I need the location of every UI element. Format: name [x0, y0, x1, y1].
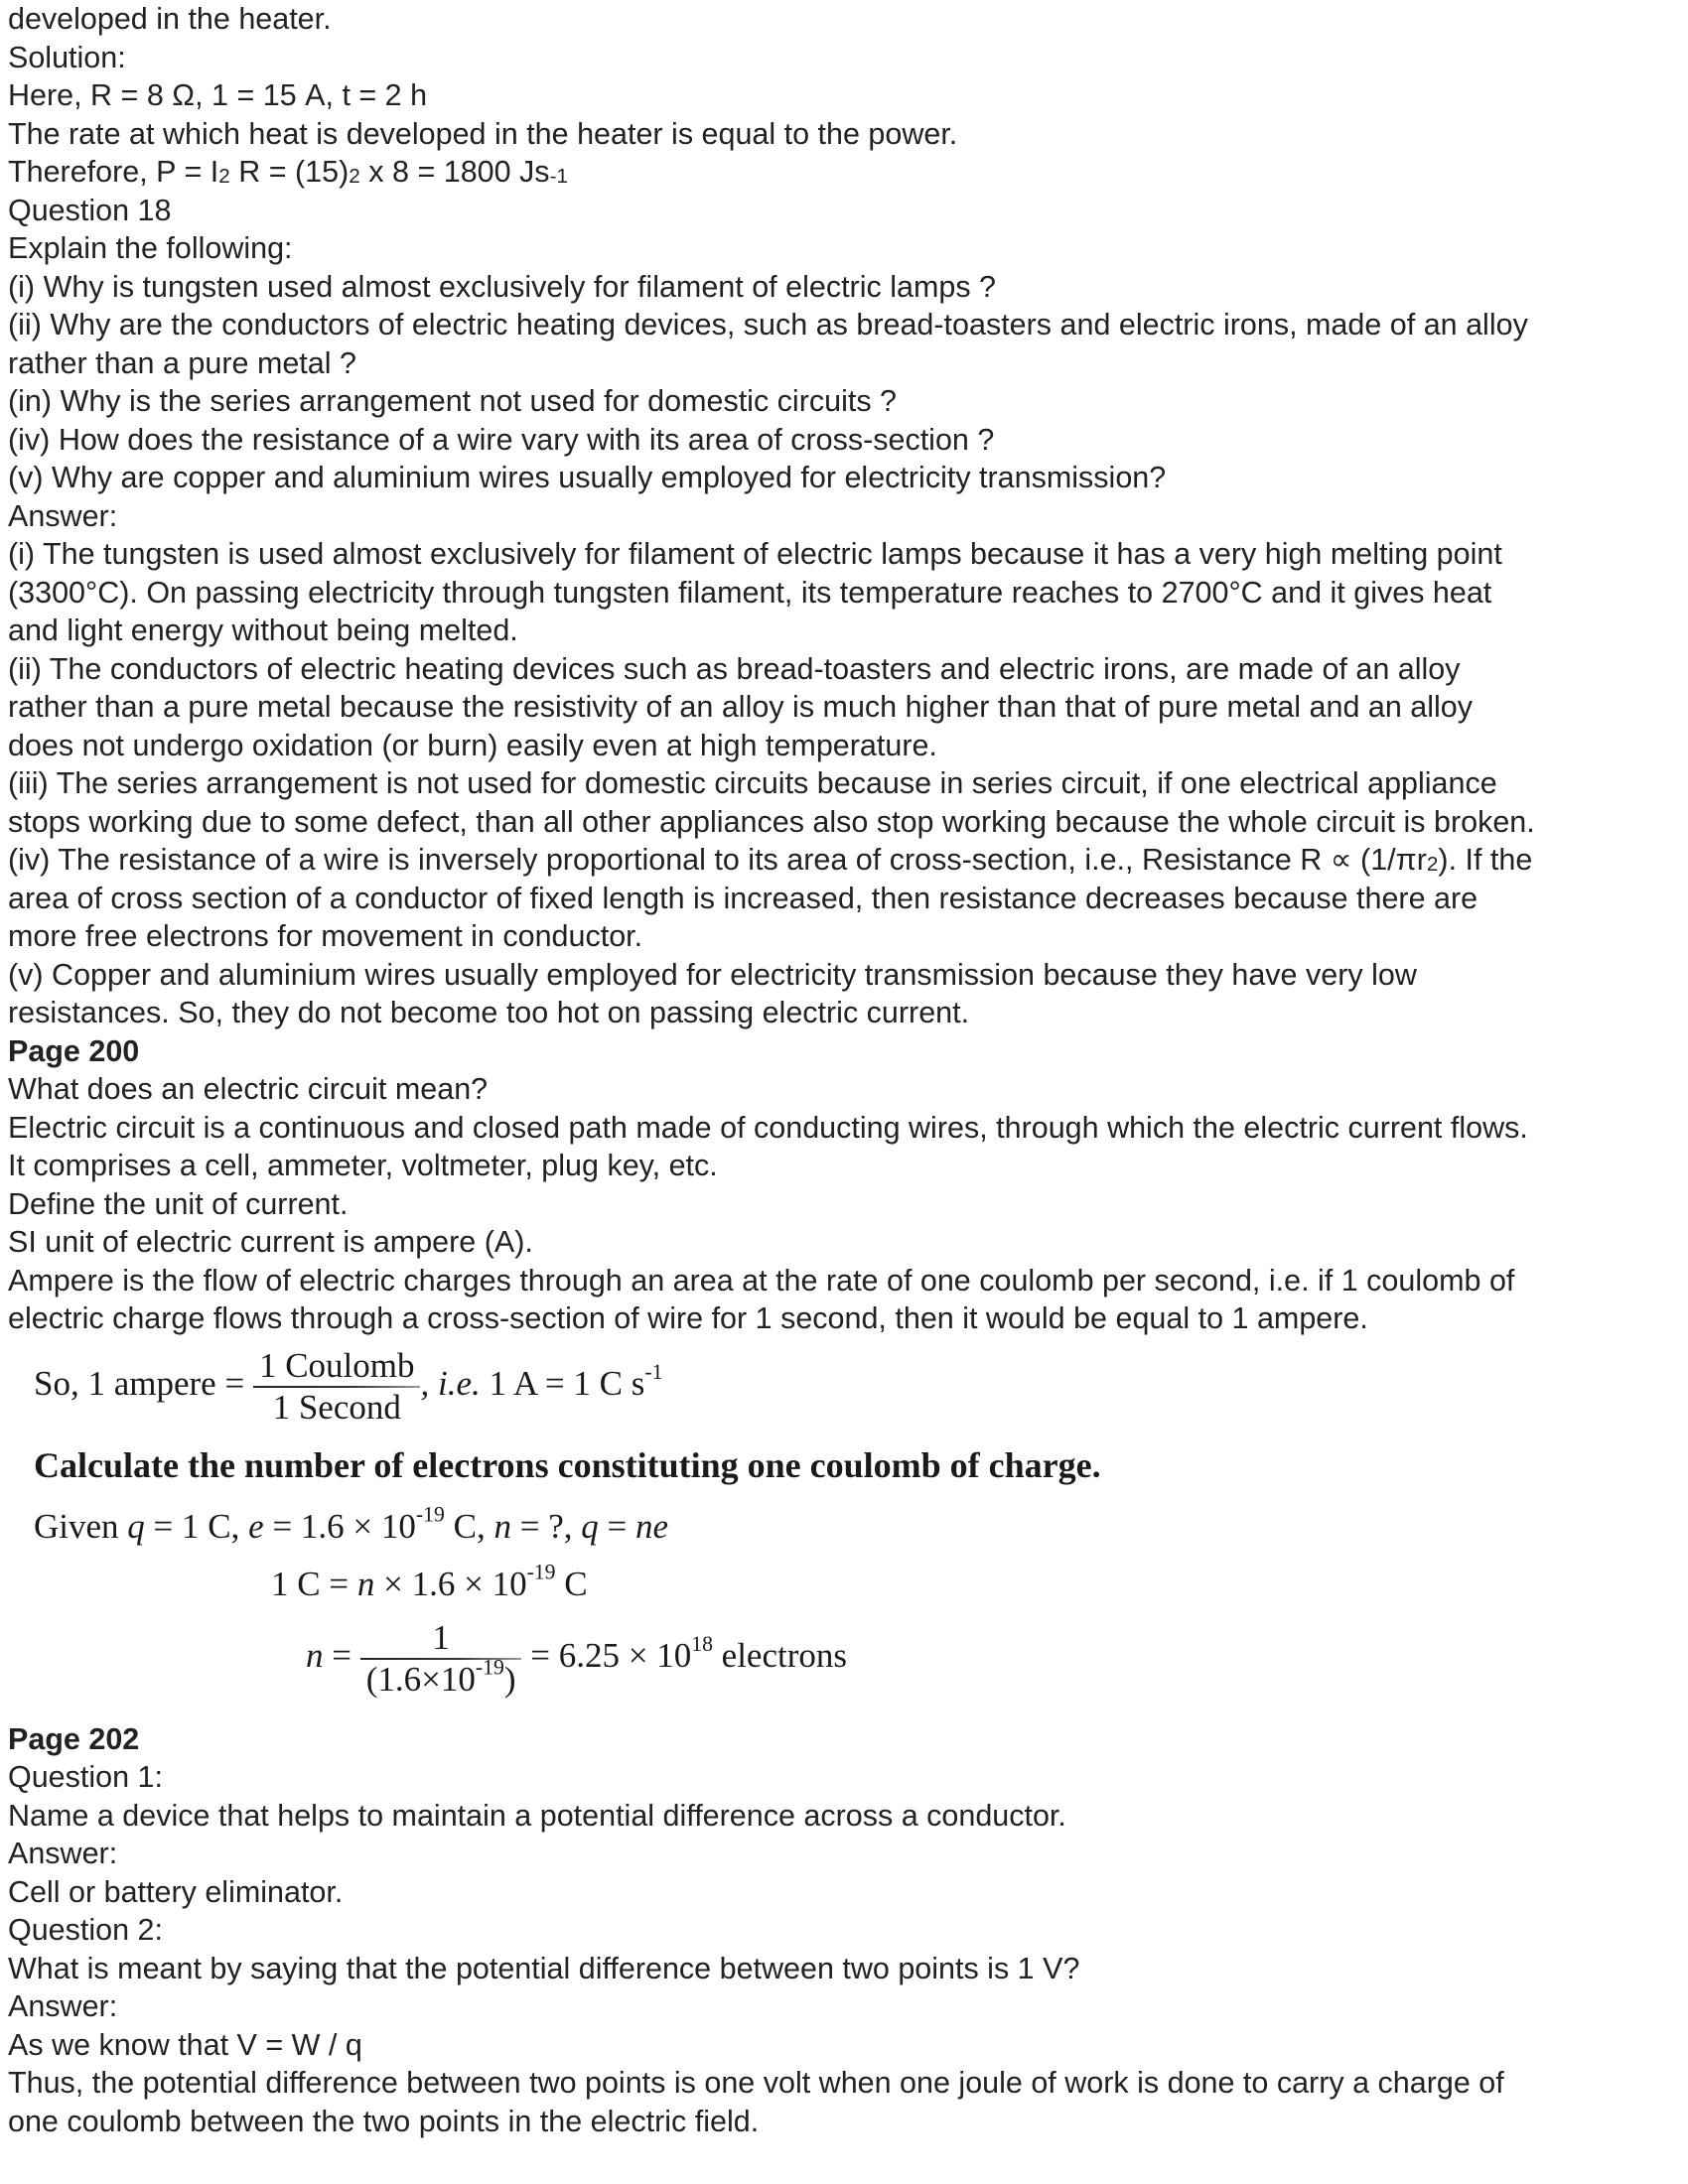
- formula-text: x 8 = 1800 Js: [359, 155, 550, 189]
- superscript: 18: [691, 1631, 713, 1656]
- power-formula: [8, 153, 1686, 192]
- formula-text: R = (15): [229, 155, 350, 189]
- page-heading: Page 202: [8, 1721, 140, 1756]
- answer-text: SI unit of electric current is ampere (A).: [8, 1225, 533, 1259]
- answer-text: rather than a pure metal because the resistivity of an alloy is much higher than that of pure metal and an alloy: [8, 690, 1474, 724]
- variable: q: [127, 1506, 145, 1546]
- answer-text: one coulomb between the two points in the electric field.: [8, 2104, 760, 2138]
- charge-equation: [271, 1560, 588, 1604]
- answer-text: more free electrons for movement in conductor.: [8, 919, 643, 953]
- question-text: What is meant by saying that the potential difference between two points is 1 V?: [8, 1951, 1080, 1985]
- variable: e: [248, 1506, 264, 1546]
- fraction-numerator: 1: [432, 1617, 450, 1657]
- answer-text: Thus, the potential difference between two points is one volt when one joule of work is done to carry a charge of: [8, 2066, 1504, 2100]
- question-heading: Question 2:: [8, 1913, 163, 1947]
- answer-text: electric charge flows through a cross-section of wire for 1 second, then it would be equal to 1 ampere.: [8, 1301, 1368, 1335]
- superscript: -19: [415, 1502, 445, 1527]
- answer-text: It comprises a cell, ammeter, voltmeter, plug key, etc.: [8, 1149, 718, 1182]
- superscript: -19: [526, 1560, 556, 1584]
- page-202-section: [8, 1720, 1686, 2141]
- electron-count-equation: [306, 1618, 847, 1700]
- answer-text: (i) The tungsten is used almost exclusively for filament of electric lamps because it has a very high melting point: [8, 537, 1502, 571]
- equation-text: = 1.6 × 10: [263, 1506, 416, 1546]
- question-text: What does an electric circuit mean?: [8, 1072, 489, 1106]
- equation-text: 1 C =: [271, 1564, 357, 1603]
- given-equation: [34, 1502, 669, 1547]
- answer-text-resistance: [8, 841, 1686, 880]
- text-line: Explain the following:: [8, 231, 293, 265]
- answer-text: (iii) The series arrangement is not used for domestic circuits because in series circuit, if one electrical appliance: [8, 766, 1497, 800]
- equation-text: Given: [34, 1506, 128, 1546]
- question-item: (v) Why are copper and aluminium wires usually employed for electricity transmission?: [8, 461, 1167, 494]
- question-heading: Question 18: [8, 193, 172, 227]
- answer-text: resistances. So, they do not become too hot on passing electric current.: [8, 996, 970, 1029]
- question-item: (iv) How does the resistance of a wire vary with its area of cross-section ?: [8, 422, 995, 457]
- superscript: -1: [644, 1359, 663, 1384]
- answer-text: (v) Copper and aluminium wires usually employed for electricity transmission because they have very low: [8, 957, 1417, 992]
- question-18: [8, 192, 1686, 1032]
- document-body: [8, 0, 1686, 2140]
- fraction-denominator: [360, 1655, 522, 1700]
- question-item: (in) Why is the series arrangement not used for domestic circuits ?: [8, 384, 898, 418]
- answer-text: (ii) The conductors of electric heating devices such as bread-toasters and electric irons, are made of an alloy: [8, 651, 1461, 686]
- subscript: 2: [218, 165, 230, 189]
- equation-text: (1.6×10: [365, 1659, 476, 1699]
- heater-solution: [8, 0, 1686, 192]
- question-item: (i) Why is tungsten used almost exclusively for filament of electric lamps ?: [8, 269, 997, 304]
- question-item: rather than a pure metal ?: [8, 345, 356, 380]
- subscript: -1: [549, 165, 568, 189]
- question-text: Name a device that helps to maintain a potential difference across a conductor.: [8, 1798, 1066, 1833]
- answer-text: area of cross section of a conductor of fixed length is increased, then resistance decreases because there are: [8, 881, 1478, 915]
- fraction: [253, 1346, 421, 1428]
- answer-text: Ampere is the flow of electric charges through an area at the rate of one coulomb per second, i.e. if 1 coulomb of: [8, 1263, 1515, 1297]
- answer-label: Answer:: [8, 1989, 118, 2023]
- page-heading: Page 200: [8, 1033, 140, 1068]
- formula-text: Therefore, P = I: [8, 155, 219, 189]
- subscript: 2: [349, 165, 360, 189]
- equation-text: C: [555, 1564, 588, 1603]
- equation-text: × 1.6 × 10: [374, 1564, 527, 1603]
- fraction-numerator: 1 Coulomb: [258, 1345, 415, 1385]
- answer-text: (iv) The resistance of a wire is inversely proportional to its area of cross-section, i.e., Resistance R ∝ (1/πr: [8, 843, 1427, 877]
- equation-text: 1 A = 1 C s: [480, 1363, 645, 1403]
- question-heading: Question 1:: [8, 1760, 163, 1794]
- answer-text: Electric circuit is a continuous and closed path made of conducting wires, through which the electric current flows.: [8, 1110, 1528, 1145]
- variable: n: [356, 1564, 375, 1603]
- question-text: Define the unit of current.: [8, 1186, 349, 1221]
- equation-text: , i.e.: [420, 1363, 481, 1403]
- equation-text: = 6.25 × 10: [521, 1635, 692, 1675]
- equation-text: = 1 C,: [144, 1506, 249, 1546]
- ampere-definition: [34, 1346, 662, 1428]
- fraction-denominator: 1 Second: [272, 1387, 401, 1427]
- variable: ne: [634, 1506, 669, 1546]
- text-line: The rate at which heat is developed in the heater is equal to the power.: [8, 116, 958, 151]
- answer-label: Answer:: [8, 498, 118, 533]
- answer-text: stops working due to some defect, than all other appliances also stop working because the whole circuit is broken.: [8, 804, 1535, 839]
- answer-text: (3300°C). On passing electricity through tungsten filament, its temperature reaches to 2700°C and it gives heat: [8, 575, 1492, 610]
- answer-label: Answer:: [8, 1837, 118, 1870]
- text-line: developed in the heater.: [8, 2, 332, 36]
- given-values: Here, R = 8 Ω, 1 = 15 A, t = 2 h: [8, 78, 428, 112]
- variable: q: [581, 1506, 599, 1546]
- subscript: 2: [1426, 853, 1439, 877]
- answer-text: As we know that V = W / q: [8, 2027, 362, 2062]
- equation-text: =: [323, 1635, 360, 1675]
- variable: n: [306, 1635, 324, 1675]
- page-200-section: [8, 1032, 1686, 1338]
- answer-text: ). If the: [1438, 843, 1533, 877]
- question-item: (ii) Why are the conductors of electric heating devices, such as bread-toasters and electric irons, made of an alloy: [8, 308, 1528, 341]
- equation-text: electrons: [712, 1635, 847, 1675]
- answer-text: Cell or battery eliminator.: [8, 1874, 344, 1909]
- equation-text: ): [503, 1659, 516, 1699]
- variable: n: [493, 1506, 511, 1546]
- answer-text: does not undergo oxidation (or burn) easily even at high temperature.: [8, 728, 937, 762]
- answer-text: and light energy without being melted.: [8, 614, 518, 647]
- equation-text: So, 1 ampere =: [34, 1363, 253, 1403]
- calc-heading: Calculate the number of electrons constituting one coulomb of charge.: [34, 1444, 1101, 1485]
- equation-text: C,: [444, 1506, 494, 1546]
- fraction: [360, 1618, 522, 1700]
- superscript: -19: [475, 1655, 504, 1680]
- equation-text: =: [598, 1506, 635, 1546]
- solution-label: Solution:: [8, 40, 126, 74]
- equation-text: = ?,: [510, 1506, 582, 1546]
- math-equation-block: [8, 1338, 1686, 1720]
